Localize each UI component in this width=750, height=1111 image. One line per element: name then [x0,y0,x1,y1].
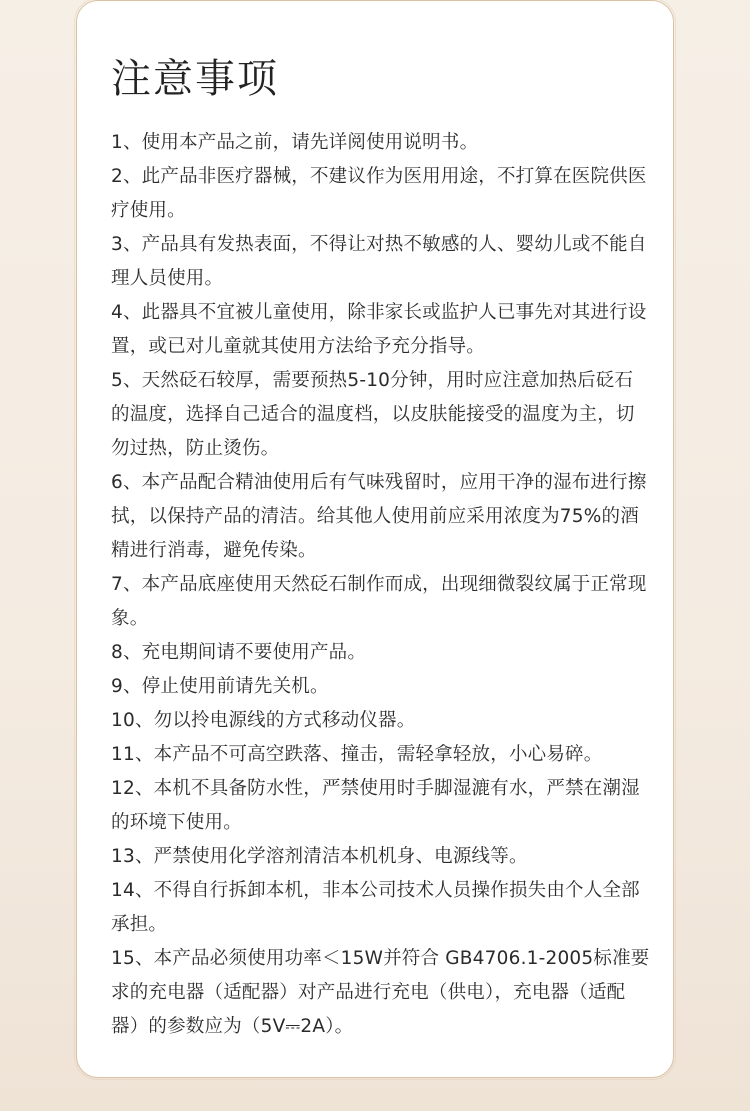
note-item: 3、产品具有发热表面，不得让对热不敏感的人、婴幼儿或不能自理人员使用。 [111,234,647,289]
note-item: 9、停止使用前请先关机。 [111,676,329,697]
note-item: 12、本机不具备防水性，严禁使用时手脚湿漉有水，严禁在潮湿的环境下使用。 [111,778,640,833]
note-item: 5、天然砭石较厚，需要预热5-10分钟，用时应注意加热后砭石的温度，选择自己适合的温度档，以皮肤能接受的温度为主，切勿过热，防止烫伤。 [111,370,635,459]
note-item: 2、此产品非医疗器械，不建议作为医用用途，不打算在医院供医疗使用。 [111,166,647,221]
note-item: 7、本产品底座使用天然砭石制作而成，出现细微裂纹属于正常现象。 [111,574,647,629]
note-item: 4、此器具不宜被儿童使用，除非家长或监护人已事先对其进行设置，或已对儿童就其使用方法给予充分指导。 [111,302,647,357]
note-item: 14、不得自行拆卸本机，非本公司技术人员操作损失由个人全部承担。 [111,880,640,935]
notes-list [111,126,651,1044]
note-item: 6、本产品配合精油使用后有气味残留时，应用干净的湿布进行擦拭，以保持产品的清洁。给其他人使用前应采用浓度为75%的酒精进行消毒，避免传染。 [111,472,647,561]
note-item: 15、本产品必须使用功率＜15W并符合 GB4706.1-2005标准要求的充电器（适配器）对产品进行充电（供电），充电器（适配器）的参数应为（5V⎓2A）。 [111,948,650,1037]
note-item: 1、使用本产品之前，请先详阅使用说明书。 [111,132,479,153]
page-title: 注意事项 [111,56,279,102]
note-item: 13、严禁使用化学溶剂清洁本机机身、电源线等。 [111,846,528,867]
note-item: 8、充电期间请不要使用产品。 [111,642,367,663]
note-item: 10、勿以拎电源线的方式移动仪器。 [111,710,416,731]
notice-card [76,0,674,1078]
note-item: 11、本产品不可高空跌落、撞击，需轻拿轻放，小心易碎。 [111,744,603,765]
